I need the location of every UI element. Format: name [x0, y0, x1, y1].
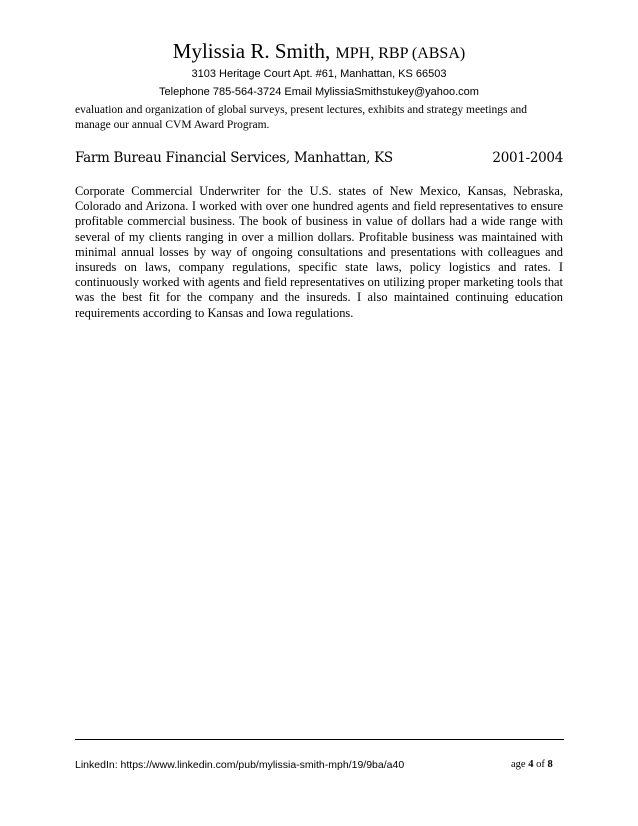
continued-paragraph: evaluation and organization of global surveys, present lectures, exhibits and strategy meetings and manage our annual CVM Award Program.: [75, 104, 527, 131]
footer-divider: [75, 739, 564, 740]
name-line: [0, 38, 638, 67]
applicant-name: Mylissia R. Smith,: [172, 39, 331, 63]
job-dates: 2001-2004: [492, 150, 563, 166]
contact-line: Telephone 785-564-3724 Email MylissiaSmithstukey@yahoo.com: [159, 86, 479, 98]
address-line: 3103 Heritage Court Apt. #61, Manhattan, KS 66503: [191, 68, 447, 80]
credentials: MPH, RBP (ABSA): [335, 45, 466, 62]
page-of: of: [536, 759, 545, 770]
page-total: 8: [547, 759, 553, 770]
page-current: 4: [528, 759, 534, 770]
job-title: Farm Bureau Financial Services, Manhattan, KS: [75, 150, 393, 166]
linkedin-link[interactable]: LinkedIn: https://www.linkedin.com/pub/mylissia-smith-mph/19/9ba/a40: [75, 759, 405, 771]
page-number: [511, 759, 553, 770]
job-description: Corporate Commercial Underwriter for the U.S. states of New Mexico, Kansas, Nebraska, Colorado and Arizona. I worked with over one hundred agents and field representatives to ensure profitable commercial business. The book of business in value of dollars had a wide range with several of my clients ranging in over a million dollars. Profitable business was maintained with minimal annual losses by way of ongoing consultations and presentations with colleagues and insureds on laws, company regulations, specific state laws, policy logistics and rates. I continuously worked with agents and field representatives on utilizing proper marketing tools that was the best fit for the company and the insureds. I also maintained continuing education requirements according to Kansas and Iowa regulations.: [75, 184, 563, 320]
resume-header: [0, 38, 638, 100]
job-heading: [75, 150, 563, 166]
page-prefix: age: [511, 759, 526, 770]
